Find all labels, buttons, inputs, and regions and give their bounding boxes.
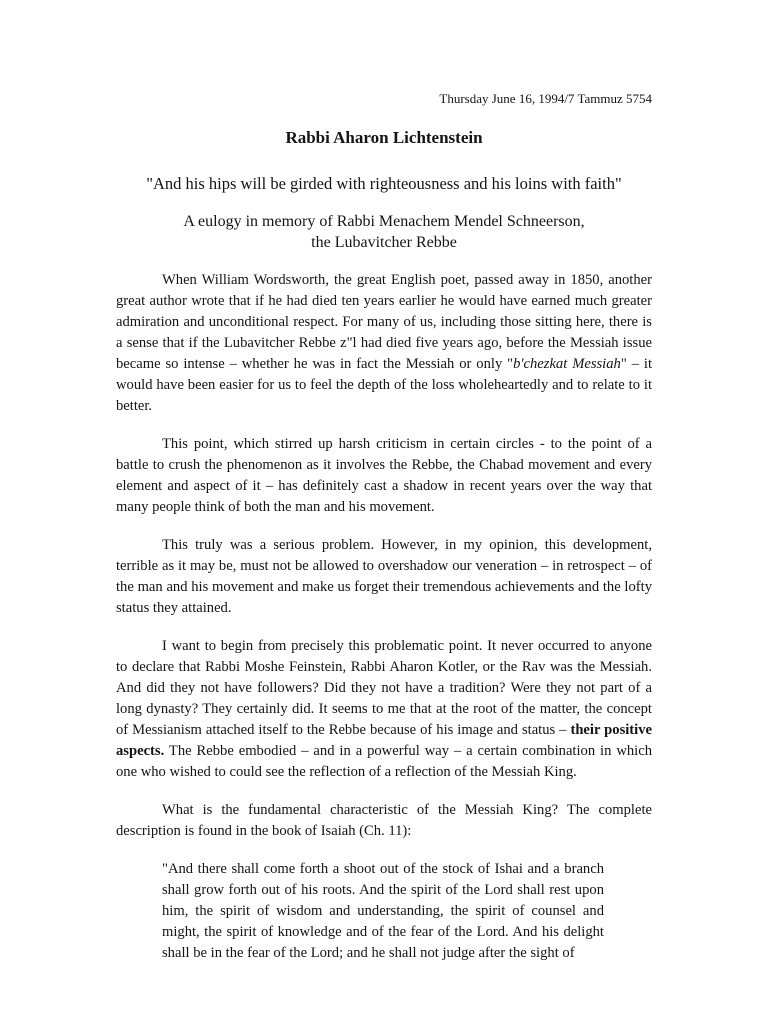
block-quote: "And there shall come forth a shoot out of the stock of Ishai and a branch shall grow forth out of his roots. And the spirit of the Lord shall rest upon him, the spirit of wisdom and understanding, the spirit of counsel and might, the spirit of knowledge and of the fear of the Lord. And his delight shall be in the fear of the Lord; and he shall not judge after the sight of (162, 861, 604, 961)
paragraph-4-text-end: The Rebbe embodied – and in a powerful way – a certain combination in which one who wished to could see the reflection of a reflection of the Messiah King. (116, 743, 652, 780)
quote-subtitle: "And his hips will be girded with righteousness and his loins with faith" (146, 174, 622, 193)
paragraph-2: This point, which stirred up harsh criticism in certain circles - to the point of a battle to crush the phenomenon as it involves the Rebbe, the Chabad movement and every element and aspect of it – has definitely cast a shadow in recent years over the way that many people think of both the man and his movement. (116, 436, 652, 515)
paragraph-4-bold-phrase: their positive aspects. (116, 722, 652, 759)
eulogy-line-1: A eulogy in memory of Rabbi Menachem Mendel Schneerson, (183, 213, 585, 230)
paragraph-3: This truly was a serious problem. However, in my opinion, this development, terrible as it may be, must not be allowed to overshadow our veneration – in retrospect – of the man and his movement and make us forget their tremendous achievements and the lofty status they attained. (116, 537, 652, 616)
date-line: Thursday June 16, 1994/7 Tammuz 5754 (439, 91, 652, 106)
paragraph-4 (116, 636, 652, 783)
paragraph-1-text-end: " – it would have been easier for us to feel the depth of the loss wholeheartedly and to relate to it better. (116, 356, 653, 414)
document-title: Rabbi Aharon Lichtenstein (285, 128, 483, 147)
paragraph-5: What is the fundamental characteristic of the Messiah King? The complete description is found in the book of Isaiah (Ch. 11): (116, 802, 652, 839)
eulogy-subtitle (116, 211, 652, 253)
paragraph-4-text-start: I want to begin from precisely this problematic point. It never occurred to anyone to declare that Rabbi Moshe Feinstein, Rabbi Aharon Kotler, or the Rav was the Messiah. And did they not have followers? Did they not have a tradition? Were they not part of a long dynasty? They certainly did. It seems to me that at the root of the matter, the concept of Messianism attached itself to the Rebbe because of his image and status – (116, 638, 652, 738)
eulogy-line-2: the Lubavitcher Rebbe (311, 234, 457, 251)
body-text (116, 270, 652, 964)
paragraph-1-italic-phrase: b'chezkat Messiah (513, 356, 621, 372)
paragraph-1-text-start: When William Wordsworth, the great English poet, passed away in 1850, another great author wrote that if he had died ten years earlier he would have earned much greater admiration and unconditional respect. For many of us, including those sitting here, there is a sense that if the Lubavitcher Rebbe z"l had died five years ago, before the Messiah issue became so intense – whether he was in fact the Messiah or only " (116, 272, 652, 372)
paragraph-1 (116, 270, 652, 417)
